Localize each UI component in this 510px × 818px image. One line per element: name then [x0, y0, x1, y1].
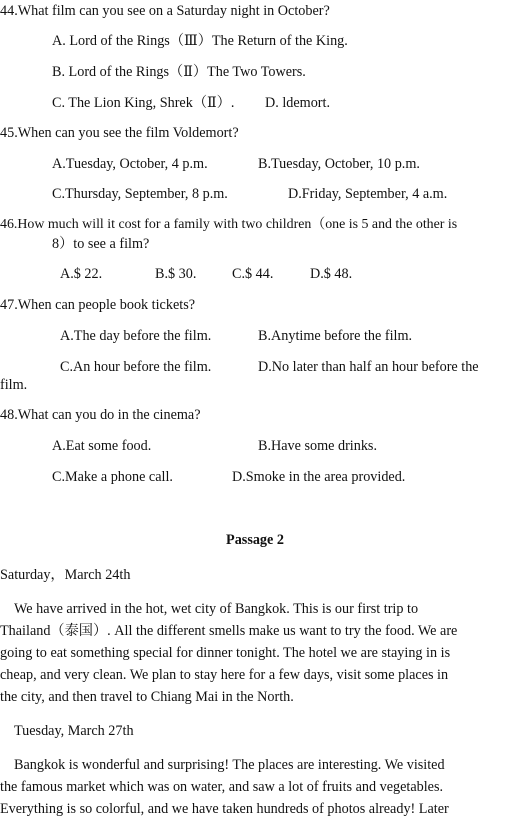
question-47-option-b: B.Anytime before the film.	[258, 328, 413, 344]
question-48-stem: 48.What can you do in the cinema?	[0, 407, 201, 423]
question-48-option-c: C.Make a phone call.	[52, 469, 173, 485]
question-44-stem: 44.What film can you see on a Saturday night in October?	[0, 3, 330, 19]
question-46-option-a: A.$ 22.	[60, 266, 103, 282]
question-47-option-d-continued: film.	[0, 377, 28, 393]
paragraph-line: We have arrived in the hot, wet city of Bangkok. This is our first trip to	[14, 601, 419, 617]
question-46-option-d: D.$ 48.	[310, 266, 353, 282]
diary-date: Saturday，March 24th	[0, 567, 131, 583]
question-45-option-a: A.Tuesday, October, 4 p.m.	[52, 156, 208, 172]
question-46-option-c: C.$ 44.	[232, 266, 274, 282]
paragraph-line: cheap, and very clean. We plan to stay here for a few days, visit some places in	[0, 667, 449, 683]
question-46-option-b: B.$ 30.	[155, 266, 197, 282]
question-45-option-d: D.Friday, September, 4 a.m.	[288, 186, 448, 202]
passage-title: Passage 2	[226, 532, 284, 548]
diary-date: Tuesday, March 27th	[14, 723, 134, 739]
paragraph-line: Everything is so colorful, and we have taken hundreds of photos already! Later	[0, 801, 449, 817]
question-45-option-c: C.Thursday, September, 8 p.m.	[52, 186, 228, 202]
paragraph-line: the city, and then travel to Chiang Mai in the North.	[0, 689, 294, 705]
question-45-option-b: B.Tuesday, October, 10 p.m.	[258, 156, 420, 172]
question-46-stem-continued: 8）to see a film?	[52, 236, 150, 252]
question-48-option-b: B.Have some drinks.	[258, 438, 378, 454]
question-44-option-d: D. ldemort.	[265, 95, 331, 111]
question-46-stem: 46.How much will it cost for a family with two children（one is 5 and the other is	[0, 217, 458, 232]
question-47-option-d: D.No later than half an hour before the	[258, 359, 479, 375]
paragraph-line: going to eat something special for dinner tonight. The hotel we are staying in is	[0, 645, 451, 661]
question-47-option-c: C.An hour before the film.	[60, 359, 212, 375]
question-44-option-c: C. The Lion King, Shrek（Ⅱ）.	[52, 95, 235, 111]
question-44-option-a: A. Lord of the Rings（Ⅲ）The Return of the King.	[52, 33, 348, 49]
paragraph-line: Bangkok is wonderful and surprising! The places are interesting. We visited	[14, 757, 445, 773]
paragraph-line: Thailand（泰国）. All the different smells make us want to try the food. We are	[0, 623, 458, 639]
question-47-stem: 47.When can people book tickets?	[0, 297, 196, 313]
question-48-option-a: A.Eat some food.	[52, 438, 152, 454]
question-44-option-b: B. Lord of the Rings（Ⅱ）The Two Towers.	[52, 64, 306, 80]
question-48-option-d: D.Smoke in the area provided.	[232, 469, 406, 485]
paragraph-line: the famous market which was on water, and saw a lot of fruits and vegetables.	[0, 779, 444, 795]
question-47-option-a: A.The day before the film.	[60, 328, 212, 344]
question-45-stem: 45.When can you see the film Voldemort?	[0, 125, 239, 141]
